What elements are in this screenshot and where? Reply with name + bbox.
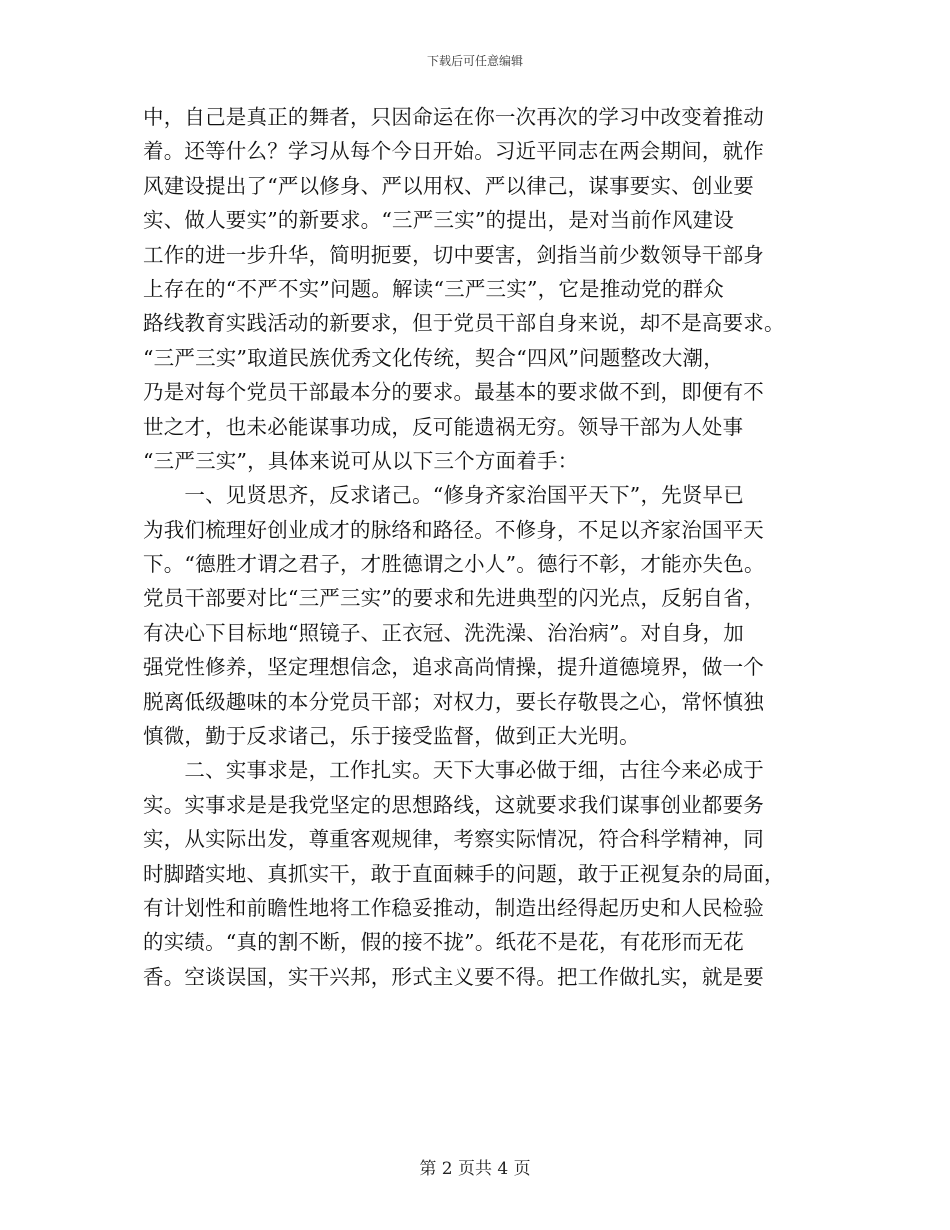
text-line: 党员干部要对比“三严三实”的要求和先进典型的闪光点，反躬自省， <box>143 586 765 611</box>
text-line: 实、做人要实”的新要求。“三严三实”的提出，是对当前作风建设 <box>143 208 734 233</box>
text-line: 路线教育实践活动的新要求，但于党员干部自身来说，却不是高要求。 <box>143 311 785 336</box>
text-line: 世之才，也未必能谋事功成，反可能遗祸无穷。领导干部为人处事 <box>143 414 744 439</box>
text-line: 上存在的“不严不实”问题。解读“三严三实”，它是推动党的群众 <box>143 276 724 301</box>
text-line: 强党性修养，坚定理想信念，追求高尚情操，提升道德境界，做一个 <box>143 655 764 680</box>
text-line: 着。还等什么？学习从每个今日开始。习近平同志在两会期间，就作 <box>143 139 764 164</box>
text-line: 风建设提出了“严以修身、严以用权、严以律己，谋事要实、创业要 <box>143 173 754 198</box>
document-body <box>143 100 803 994</box>
text-line: 工作的进一步升华，简明扼要，切中要害，剑指当前少数领导干部身 <box>143 242 764 267</box>
text-line: 下。“德胜才谓之君子，才胜德谓之小人”。德行不彰，才能亦失色。 <box>143 552 765 577</box>
text-line: 乃是对每个党员干部最本分的要求。最基本的要求做不到，即便有不 <box>143 380 764 405</box>
text-line: 为我们梳理好创业成才的脉络和路径。不修身，不足以齐家治国平天 <box>143 517 764 542</box>
text-line: 的实绩。“真的割不断，假的接不拢”。纸花不是花，有花形而无花 <box>143 930 744 955</box>
text-line: 中，自己是真正的舞者，只因命运在你一次再次的学习中改变着推动 <box>143 105 764 129</box>
page-footer: 第 2 页共 4 页 <box>419 1159 531 1179</box>
text-line: 慎微，勤于反求诸己，乐于接受监督，做到正大光明。 <box>143 724 640 749</box>
text-line: 有决心下目标地“照镜子、正衣冠、洗洗澡、治治病”。对自身，加 <box>143 620 744 645</box>
text-line: “三严三实”，具体来说可从以下三个方面着手： <box>143 448 579 473</box>
text-line: 脱离低级趣味的本分党员干部；对权力，要长存敬畏之心，常怀慎独 <box>143 689 764 714</box>
page-header: 下载后可任意编辑 <box>426 54 523 68</box>
text-line: “三严三实”取道民族优秀文化传统，契合“四风”问题整改大潮， <box>143 345 724 370</box>
text-line: 实，从实际出发，尊重客观规律，考察实际情况，符合科学精神，同 <box>143 827 764 852</box>
text-line: 实。实事求是是我党坚定的思想路线，这就要求我们谋事创业都要务 <box>143 792 764 817</box>
text-line: 时脚踏实地、真抓实干，敢于直面棘手的问题，敢于正视复杂的局面， <box>143 861 785 886</box>
paragraph-start-line: 一、见贤思齐，反求诸己。“修身齐家治国平天下”，先贤早已 <box>143 483 744 508</box>
paragraph-start-line: 二、实事求是，工作扎实。天下大事必做于细，古往今来必成于 <box>143 758 764 783</box>
text-line: 香。空谈误国，实干兴邦，形式主义要不得。把工作做扎实，就是要 <box>143 964 764 989</box>
text-line: 有计划性和前瞻性地将工作稳妥推动，制造出经得起历史和人民检验 <box>143 895 764 920</box>
